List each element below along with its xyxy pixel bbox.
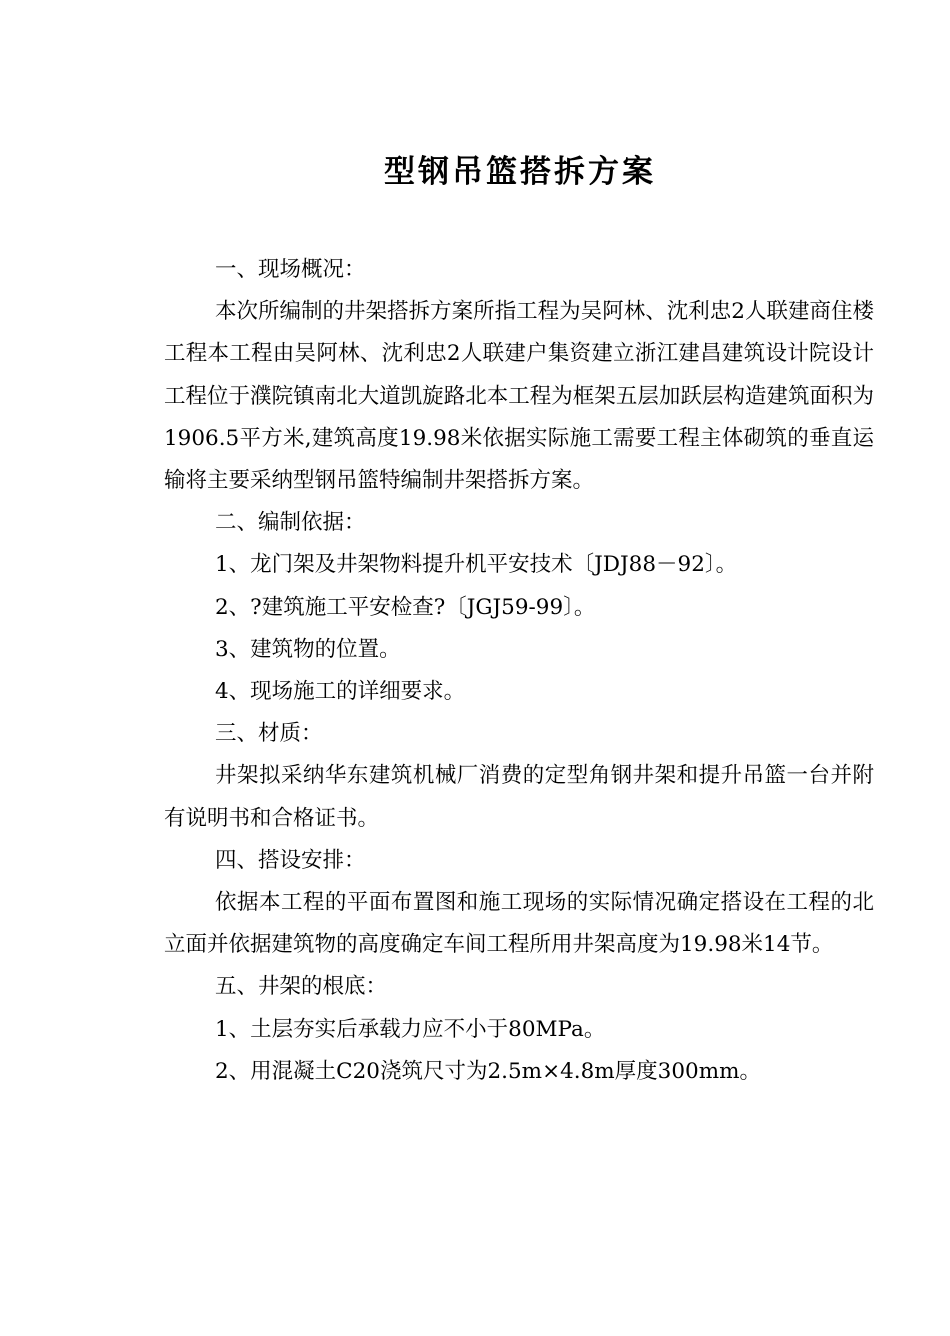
section-heading-foundation: 五、井架的根底：: [215, 974, 388, 1000]
section-heading-site-overview: 一、现场概况：: [215, 257, 366, 282]
paragraph-erection: 依据本工程的平面布置图和施工现场的实际情况确定搭设在工程的北立面并依据建筑物的高度确定车间工程所用井架高度为19.98米14节。: [164, 890, 874, 958]
paragraph-site-overview: 本次所编制的井架搭拆方案所指工程为吴阿林、沈利忠2人联建商住楼工程本工程由吴阿林、沈利忠2人联建户集资建立浙江建昌建筑设计院设计工程位于濮院镇南北大道凯旋路北本工程为框架五层加跃层构造建筑面积为1906.5平方米,建筑高度19.98米依据实际施工需要工程主体砌筑的垂直运输将主要采纳型钢吊篮特编制井架搭拆方案。: [164, 299, 874, 494]
basis-item-2: 2、?建筑施工平安检查?〔JGJ59-99〕。: [215, 594, 596, 620]
basis-item-4: 4、现场施工的详细要求。: [215, 679, 466, 705]
section-heading-basis: 二、编制依据：: [215, 510, 366, 536]
foundation-item-1: 1、土层夯实后承载力应不小于80MPa。: [215, 1016, 606, 1042]
section-heading-material: 三、材质：: [215, 721, 323, 747]
paragraph-material: 井架拟采纳华东建筑机械厂消费的定型角钢井架和提升吊篮一台并附有说明书和合格证书。: [164, 763, 874, 831]
document-body: [164, 249, 874, 1093]
document-title: 型钢吊篮搭拆方案: [384, 154, 656, 190]
basis-item-1: 1、龙门架及井架物料提升机平安技术〔JDJ88－92〕。: [215, 552, 738, 578]
basis-item-3: 3、建筑物的位置。: [215, 636, 401, 662]
foundation-item-2: 2、用混凝土C20浇筑尺寸为2.5m×4.8m厚度300mm。: [215, 1058, 761, 1084]
section-heading-erection: 四、搭设安排：: [215, 847, 366, 873]
